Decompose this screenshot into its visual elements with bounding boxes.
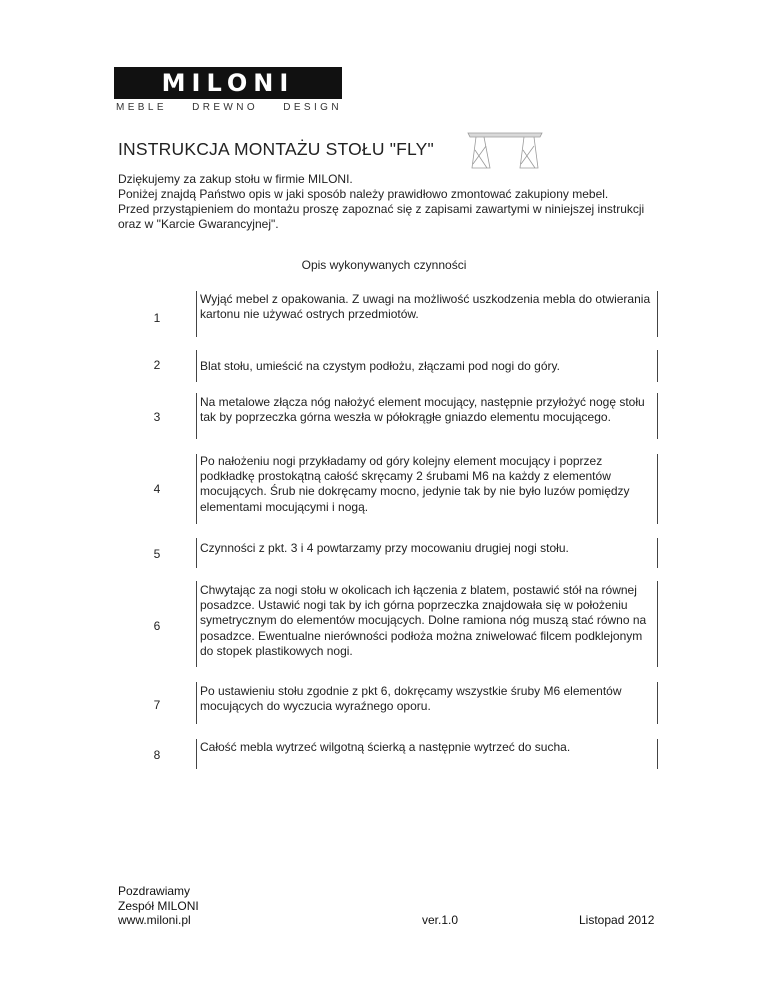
step-divider	[196, 538, 197, 568]
brand-tagline	[116, 102, 342, 113]
step-text	[200, 583, 658, 659]
step-text	[200, 684, 658, 714]
page-title: INSTRUKCJA MONTAŻU STOŁU "FLY"	[118, 139, 434, 159]
step-line: Blat stołu, umieścić na czystym podłożu, złączami pod nogi do góry.	[200, 359, 560, 373]
step-divider	[196, 350, 197, 382]
step-line: Wyjąć mebel z opakowania. Z uwagi na możliwość uszkodzenia mebla do otwierania	[200, 292, 651, 306]
step-text	[200, 292, 658, 322]
intro-line: Poniżej znajdą Państwo opis w jaki sposób należy prawidłowo zmontować zakupiony mebel.	[118, 187, 609, 201]
step-row	[118, 454, 660, 524]
step-number: 5	[153, 547, 161, 561]
step-divider	[196, 291, 197, 337]
step-text	[200, 359, 658, 374]
step-line: Chwytając za nogi stołu w okolicach ich łączenia z blatem, postawić stół na równej	[200, 583, 637, 597]
step-line: posadzce. Ewentualne nierówności podłoża można zniwelować filcem podklejonym	[200, 628, 643, 643]
step-row	[118, 393, 660, 439]
step-row	[118, 350, 660, 382]
step-row	[118, 538, 660, 568]
step-number: 2	[153, 358, 161, 372]
step-row	[118, 581, 660, 667]
step-line: do stopek plastikowych nogi.	[200, 643, 353, 658]
step-line: kartonu nie używać ostrych przedmiotów.	[200, 307, 419, 322]
step-text	[200, 454, 658, 515]
intro-text	[118, 172, 658, 232]
step-line: symetrycznym do elementów mocujących. Dolne ramiona nóg muszą stać równo na	[200, 613, 647, 628]
step-line: mocujących do wyczucia wyraźnego oporu.	[200, 699, 431, 714]
step-line: tak by poprzeczka górna weszła w półokrągłe gniazdo elementu mocującego.	[200, 410, 611, 425]
step-divider	[196, 682, 197, 724]
step-divider	[196, 393, 197, 439]
steps-heading: Opis wykonywanych czynności	[301, 258, 467, 272]
step-number: 7	[153, 698, 161, 712]
step-number: 6	[153, 619, 161, 633]
step-line: Czynności z pkt. 3 i 4 powtarzamy przy mocowaniu drugiej nogi stołu.	[200, 541, 569, 555]
step-row	[118, 739, 660, 769]
step-row	[118, 289, 660, 337]
table-illustration	[466, 130, 546, 172]
brand-logo	[114, 67, 342, 99]
step-divider	[196, 581, 197, 667]
step-row	[118, 682, 660, 724]
footer-greeting: Pozdrawiamy	[118, 884, 191, 898]
step-number: 8	[153, 748, 161, 762]
step-line: Po ustawieniu stołu zgodnie z pkt 6, dokręcamy wszystkie śruby M6 elementów	[200, 684, 622, 698]
step-line: Po nałożeniu nogi przykładamy od góry kolejny element mocujący i poprzez	[200, 454, 603, 468]
step-text	[200, 740, 658, 755]
step-line: Na metalowe złącza nóg nałożyć element mocujący, następnie przyłożyć nogę stołu	[200, 395, 645, 409]
step-line: posadzce. Ustawić nogi tak by ich górna poprzeczka znajdowała się w położeniu	[200, 598, 628, 613]
step-line: elementami mocującymi i nogą.	[200, 499, 369, 514]
tagline-word: DESIGN	[283, 102, 342, 113]
tagline-word: DREWNO	[192, 102, 259, 113]
intro-line: Dziękujemy za zakup stołu w firmie MILONI.	[118, 172, 353, 186]
footer-signature	[118, 884, 199, 928]
intro-line: oraz w "Karcie Gwarancyjnej".	[118, 217, 279, 231]
step-divider	[196, 454, 197, 524]
step-text	[200, 395, 658, 425]
tagline-word: MEBLE	[116, 102, 167, 113]
logo-text: MILONI	[161, 69, 295, 97]
intro-line: Przed przystąpieniem do montażu proszę zapoznać się z zapisami zawartymi w niniejszej instrukcji	[118, 202, 645, 216]
step-line: mocujących. Śrub nie dokręcamy mocno, jedynie tak by nie było luzów pomiędzy	[200, 484, 630, 499]
step-text	[200, 541, 658, 556]
step-number: 1	[153, 311, 161, 325]
step-line: Całość mebla wytrzeć wilgotną ścierką a następnie wytrzeć do sucha.	[200, 740, 571, 754]
step-number: 4	[153, 482, 161, 496]
footer-website: www.miloni.pl	[118, 913, 191, 927]
step-number: 3	[153, 410, 161, 424]
footer-team: Zespół MILONI	[118, 898, 199, 913]
footer-date: Listopad 2012	[579, 913, 655, 927]
step-divider	[196, 739, 197, 769]
step-line: podkładkę prostokątną całość skręcamy 2 śrubami M6 na każdy z elementów	[200, 469, 611, 484]
footer-version: ver.1.0	[422, 913, 459, 927]
